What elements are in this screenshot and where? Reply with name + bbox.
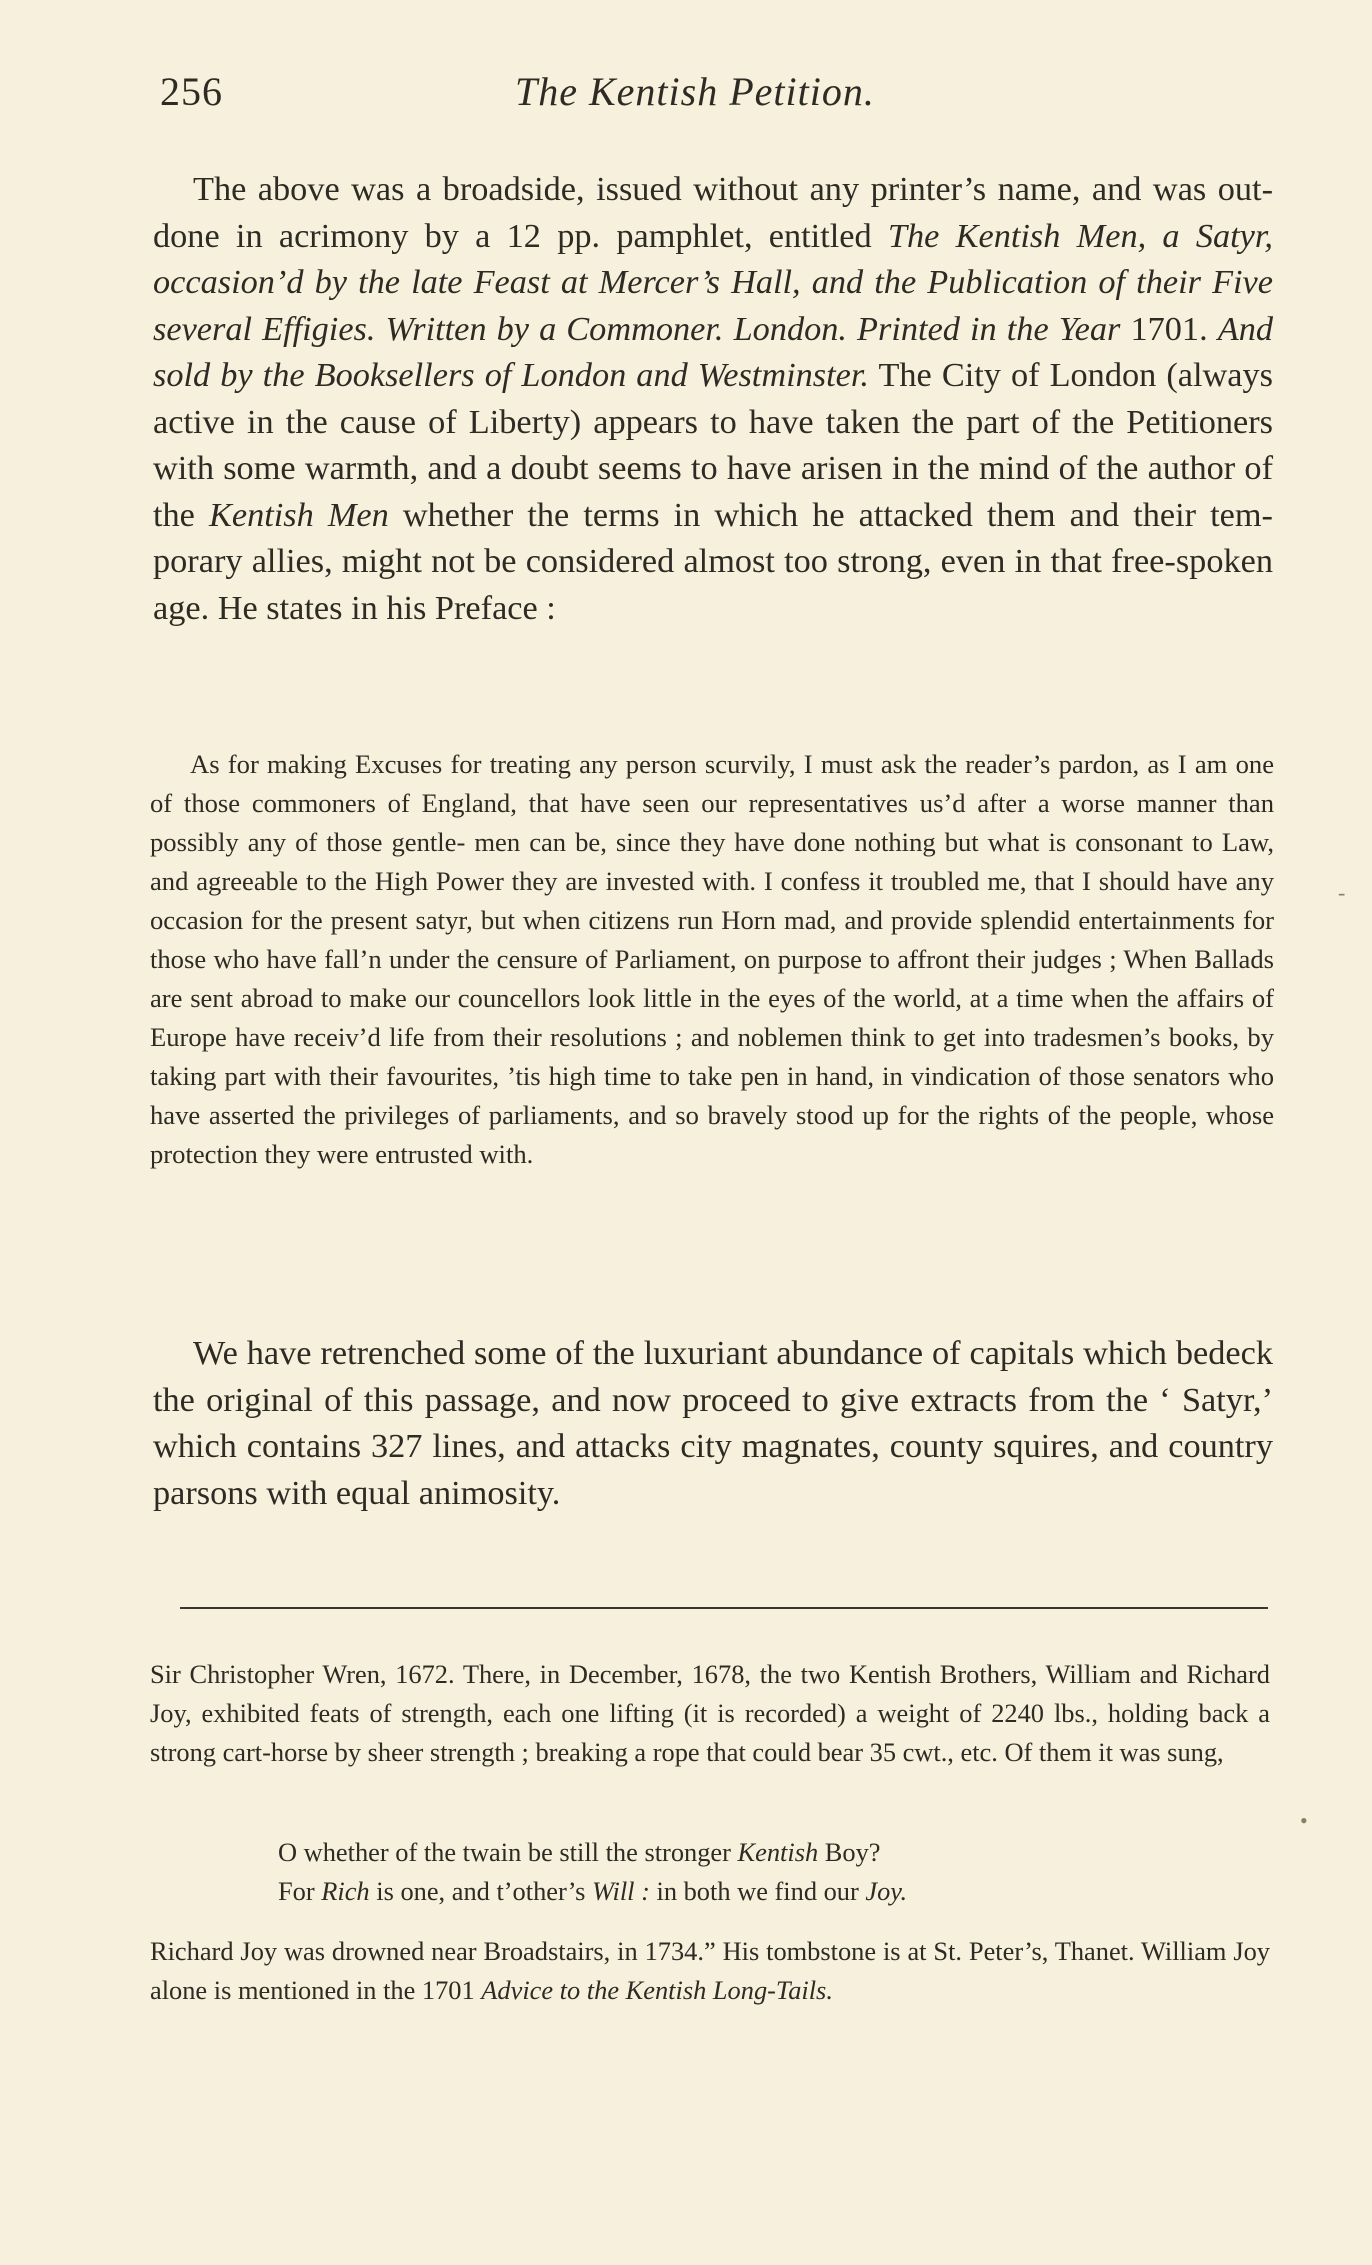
kentish-men-italic: Kentish Men: [208, 495, 389, 534]
verse-italic: Joy.: [865, 1876, 908, 1906]
paragraph-segment: The City of London (always active in the cause of Liberty) appears to have taken the part of the Petitioners with some warmth, and a doubt seems to have arisen in the mind of the author of the: [153, 356, 1273, 534]
running-head: [160, 68, 1268, 124]
verse-italic: Will :: [591, 1876, 650, 1906]
verse-line-2: [278, 1872, 1258, 1911]
verse-italic: Kentish: [737, 1837, 819, 1867]
paragraph-segment: 1701.: [1120, 309, 1218, 348]
advice-title-italic: Advice to the Kentish Long-Tails.: [481, 1975, 833, 2006]
footnote-verse: [278, 1833, 1258, 1911]
footnote-text-2: [150, 1932, 1270, 2010]
paragraph-text: We have retrenched some of the luxuriant abundance of capitals which bedeck the original of this passage, and now proceed to give extracts from the ‘ Satyr,’ which contains 327 lines, and attacks city magnates, county squires, and country parsons with equal animosity.: [153, 1334, 1273, 1512]
paragraph-segment: The above was a broadside, issued without any printer’s name, and was out-done in acrimony by a 12 pp. pamphlet, entitled: [153, 170, 1273, 255]
verse-italic: Rich: [321, 1876, 370, 1906]
body-paragraph-2: [153, 1330, 1273, 1516]
verse-segment: O whether of the twain be still the stronger: [278, 1837, 738, 1867]
verse-segment: in both we find our: [649, 1876, 866, 1906]
pamphlet-title: The Kentish Men, a Satyr, occasion’d by the late Feast at Mercer’s Hall, and the Publication of their Five several Effigies. Written by a Commoner. London. Printed in the Year: [153, 216, 1274, 348]
verse-segment: Boy?: [818, 1837, 881, 1867]
ink-speck: •: [1300, 1808, 1308, 1833]
running-title: The Kentish Petition.: [515, 69, 875, 114]
imprint-italic: And sold by the Booksellers of London and Westminster.: [153, 309, 1273, 394]
preface-quotation: [150, 745, 1274, 1174]
paragraph-segment: whether the terms in which he attacked them and their tem- porary allies, might not be considered almost too strong, even in that free-spoken age. He states in his Preface :: [153, 495, 1273, 627]
footnote-segment: Richard Joy was drowned near Broadstairs, in 1734.” His tombstone is at St. Peter’s, Thanet. William Joy alone is mentioned in the 1701: [150, 1936, 1270, 2006]
quotation-text: As for making Excuses for treating any person scurvily, I must ask the reader’s pardon, as I am one of those commoners of England, that have seen our representatives us’d after a worse manner than possibly any of those gentle- men can be, since they have done nothing but what is consonant to Law, and agreeable to the High Power they are invested with. I confess it troubled me, that I should have any occasion for the present satyr, but when citizens run Horn mad, and provide splendid entertainments for those who have fall’n under the censure of Parliament, on purpose to affront their judges ; When Ballads are sent abroad to make our councellors look little in the eyes of the world, at a time when the affairs of Europe have receiv’d life from their resolutions ; and noblemen think to get into tradesmen’s books, by taking part with their favourites, ’tis high time to take pen in hand, in vindication of those senators who have asserted the privileges of parliaments, and so bravely stood up for the rights of the people, whose protection they were entrusted with.: [150, 749, 1274, 1169]
footnote-rule: [180, 1607, 1268, 1609]
footnote-paragraph: [150, 1932, 1270, 2010]
ink-speck: -: [1338, 880, 1346, 905]
body-paragraph-1: [153, 166, 1273, 631]
verse-line-1: [278, 1833, 1258, 1872]
footnote-text-1: [150, 1655, 1270, 1773]
page-number: 256: [160, 69, 223, 114]
footnote-paragraph: Sir Christopher Wren, 1672. There, in December, 1678, the two Kentish Brothers, William and Richard Joy, exhibited feats of strength, each one lifting (it is recorded) a weight of 2240 lbs., holding back a strong cart-horse by sheer strength ; breaking a rope that could bear 35 cwt., etc. Of them it was sung,: [150, 1659, 1270, 1768]
verse-segment: For: [278, 1876, 322, 1906]
verse-segment: is one, and t’other’s: [369, 1876, 592, 1906]
paragraph-text: [153, 166, 1273, 631]
